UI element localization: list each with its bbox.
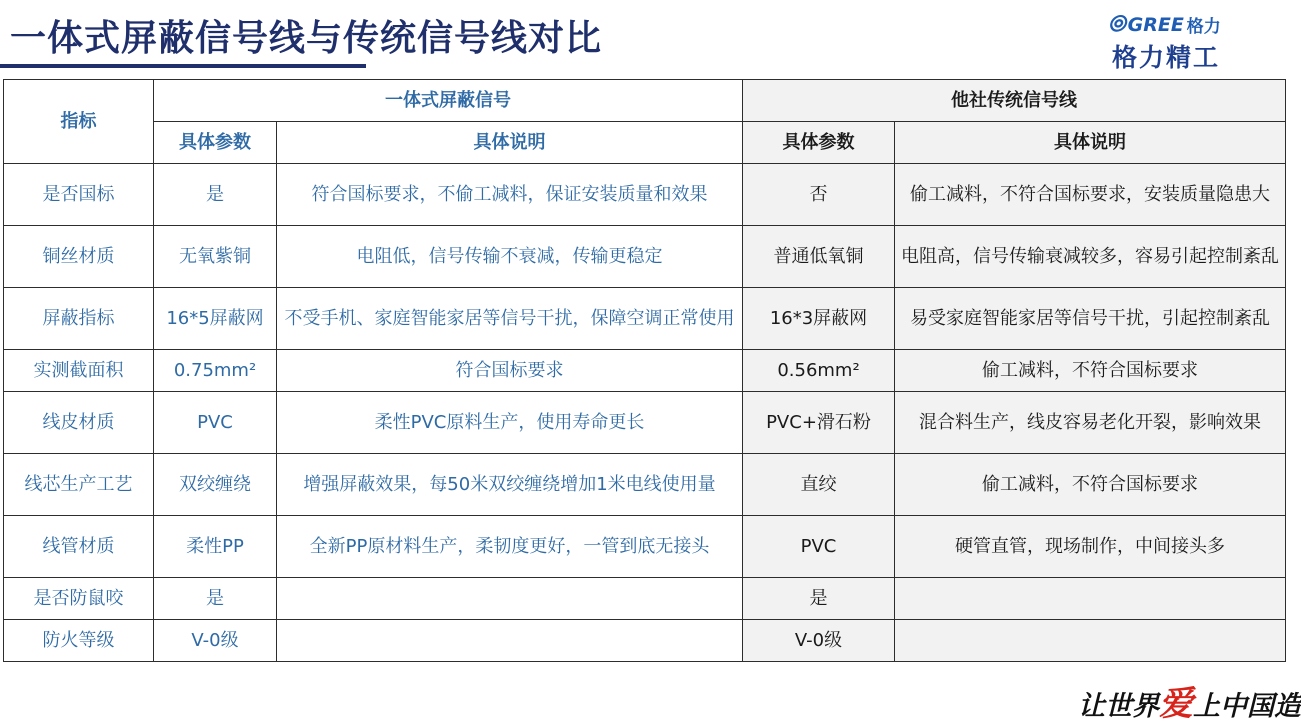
gree-brand-cn: 格力精工: [1112, 43, 1221, 72]
cell-right-param: 0.56mm²: [743, 350, 895, 392]
sub-header-row: [4, 122, 1286, 164]
cell-left-param: 柔性PP: [154, 516, 277, 578]
table-row: [4, 578, 1286, 620]
cell-left-param: 16*5屏蔽网: [154, 288, 277, 350]
cell-left-desc: 不受手机、家庭智能家居等信号干扰，保障空调正常使用: [277, 288, 743, 350]
cell-left-param: V-0级: [154, 620, 277, 662]
cell-left-param: 双绞缠绕: [154, 454, 277, 516]
table-row: [4, 392, 1286, 454]
cell-left-desc: 柔性PVC原料生产，使用寿命更长: [277, 392, 743, 454]
cell-right-desc: 易受家庭智能家居等信号干扰，引起控制紊乱: [895, 288, 1286, 350]
gree-wordmark: [1108, 12, 1221, 37]
group-header-row: [4, 80, 1286, 122]
cell-indicator: 是否国标: [4, 164, 154, 226]
cell-left-desc: [277, 620, 743, 662]
slide-title: 一体式屏蔽信号线与传统信号线对比: [10, 18, 603, 59]
cell-left-param: PVC: [154, 392, 277, 454]
gree-swirl-icon: ⦾: [1108, 12, 1126, 37]
cell-left-desc: 增强屏蔽效果，每50米双绞缠绕增加1米电线使用量: [277, 454, 743, 516]
cell-right-desc: 偷工减料，不符合国标要求: [895, 350, 1286, 392]
cell-indicator: 防火等级: [4, 620, 154, 662]
cell-right-param: 普通低氧铜: [743, 226, 895, 288]
left-param-header: 具体参数: [154, 122, 277, 164]
gree-brand-en: GREE: [1127, 13, 1184, 36]
cell-right-param: PVC: [743, 516, 895, 578]
table-row: [4, 454, 1286, 516]
right-param-header: 具体参数: [743, 122, 895, 164]
gree-brand-script: 格力: [1186, 17, 1221, 37]
cell-right-param: 16*3屏蔽网: [743, 288, 895, 350]
cell-left-desc: 符合国标要求: [277, 350, 743, 392]
cell-indicator: 屏蔽指标: [4, 288, 154, 350]
cell-indicator: 铜丝材质: [4, 226, 154, 288]
cell-right-param: 是: [743, 578, 895, 620]
cell-right-desc: 硬管直管，现场制作，中间接头多: [895, 516, 1286, 578]
slogan-part2: 上中国造: [1193, 691, 1301, 722]
left-group-header: 一体式屏蔽信号: [154, 80, 743, 122]
table-row: [4, 516, 1286, 578]
indicator-header: 指标: [4, 80, 154, 164]
right-desc-header: 具体说明: [895, 122, 1286, 164]
cell-right-desc: 偷工减料，不符合国标要求，安装质量隐患大: [895, 164, 1286, 226]
right-group-header: 他社传统信号线: [743, 80, 1286, 122]
comparison-table: [3, 79, 1286, 662]
table-row: [4, 164, 1286, 226]
cell-left-param: 是: [154, 578, 277, 620]
cell-right-param: V-0级: [743, 620, 895, 662]
cell-left-desc: 全新PP原材料生产，柔韧度更好，一管到底无接头: [277, 516, 743, 578]
slogan-highlight: 爱: [1159, 684, 1193, 724]
cell-indicator: 是否防鼠咬: [4, 578, 154, 620]
cell-right-desc: [895, 578, 1286, 620]
cell-left-param: 是: [154, 164, 277, 226]
title-underline: [0, 64, 366, 68]
table-row: [4, 350, 1286, 392]
cell-indicator: 实测截面积: [4, 350, 154, 392]
gree-logo: [1108, 12, 1258, 72]
cell-left-desc: 符合国标要求，不偷工减料，保证安装质量和效果: [277, 164, 743, 226]
cell-left-param: 无氧紫铜: [154, 226, 277, 288]
slogan-part1: 让世界: [1078, 691, 1159, 722]
table-row: [4, 226, 1286, 288]
cell-right-desc: 偷工减料，不符合国标要求: [895, 454, 1286, 516]
cell-indicator: 线管材质: [4, 516, 154, 578]
left-desc-header: 具体说明: [277, 122, 743, 164]
cell-right-param: PVC+滑石粉: [743, 392, 895, 454]
cell-left-desc: [277, 578, 743, 620]
cell-right-desc: [895, 620, 1286, 662]
cell-right-param: 否: [743, 164, 895, 226]
cell-left-param: 0.75mm²: [154, 350, 277, 392]
cell-right-desc: 混合料生产，线皮容易老化开裂，影响效果: [895, 392, 1286, 454]
cell-left-desc: 电阻低，信号传输不衰减，传输更稳定: [277, 226, 743, 288]
table-row: [4, 288, 1286, 350]
cell-right-desc: 电阻高，信号传输衰减较多，容易引起控制紊乱: [895, 226, 1286, 288]
cell-right-param: 直绞: [743, 454, 895, 516]
slogan: [1078, 676, 1301, 725]
table-row: [4, 620, 1286, 662]
cell-indicator: 线皮材质: [4, 392, 154, 454]
cell-indicator: 线芯生产工艺: [4, 454, 154, 516]
